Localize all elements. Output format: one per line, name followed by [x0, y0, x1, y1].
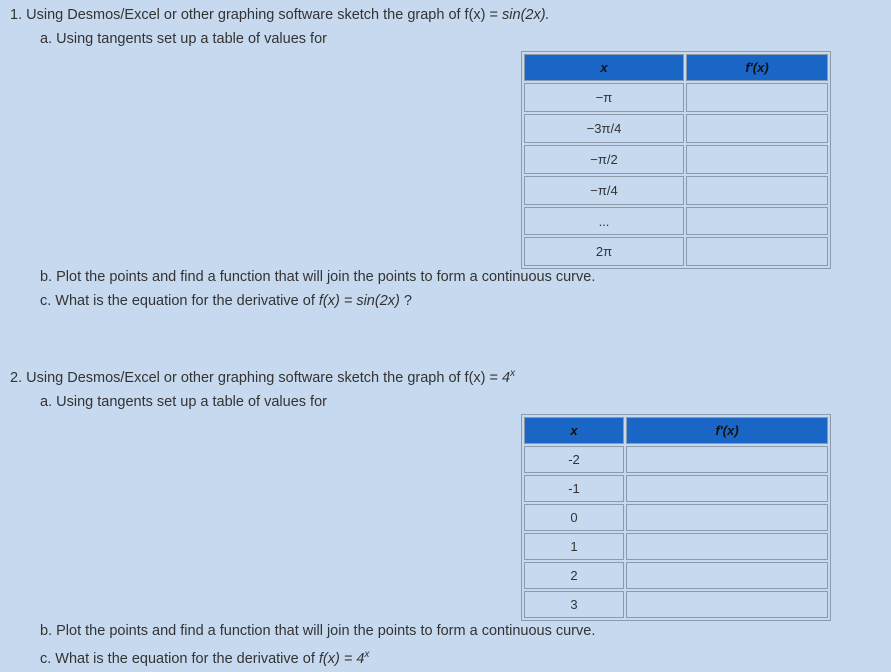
- table-row: [524, 562, 828, 589]
- table-row: [524, 83, 828, 112]
- derivative-value-cell[interactable]: [626, 475, 828, 502]
- table-row: [524, 504, 828, 531]
- q1-part-c: [40, 292, 412, 310]
- x-value-cell: 3: [524, 591, 624, 618]
- derivative-value-cell[interactable]: [626, 562, 828, 589]
- table-row: [524, 446, 828, 473]
- derivative-value-cell[interactable]: [686, 207, 828, 235]
- table-row: [524, 591, 828, 618]
- table-row: [524, 176, 828, 205]
- q1-function: sin(2x).: [502, 7, 550, 23]
- q1-part-b: b. Plot the points and find a function that will join the points to form a continuous curve.: [40, 269, 596, 285]
- table-row: [524, 207, 828, 235]
- q2-part-c-function: f(x) = 4: [318, 651, 365, 667]
- x-column-header: x: [524, 54, 684, 81]
- x-value-cell: −3π/4: [524, 114, 684, 143]
- derivative-column-header: f'(x): [626, 417, 828, 444]
- q2-part-c: [40, 650, 369, 668]
- q2-part-c-exponent: x: [364, 649, 370, 661]
- q1-values-table: [521, 51, 831, 269]
- q2-intro: [10, 369, 515, 387]
- table-row: [524, 145, 828, 174]
- q2-part-a: a. Using tangents set up a table of values for: [40, 394, 327, 410]
- derivative-column-header: f'(x): [686, 54, 828, 81]
- derivative-value-cell[interactable]: [626, 591, 828, 618]
- x-value-cell: 0: [524, 504, 624, 531]
- table-row: [524, 533, 828, 560]
- q1-intro-text: 1. Using Desmos/Excel or other graphing software sketch the graph of f(x) =: [10, 7, 503, 23]
- q2-function-exponent: x: [510, 368, 516, 380]
- q2-function-base: 4: [502, 370, 511, 386]
- q1-intro: [10, 6, 550, 24]
- table-header-row: [524, 54, 828, 81]
- q1-part-c-end: ?: [399, 293, 412, 309]
- x-value-cell: 2: [524, 562, 624, 589]
- x-value-cell: ...: [524, 207, 684, 235]
- derivative-value-cell[interactable]: [686, 176, 828, 205]
- table-header-row: [524, 417, 828, 444]
- x-value-cell: 2π: [524, 237, 684, 266]
- x-value-cell: -1: [524, 475, 624, 502]
- derivative-value-cell[interactable]: [686, 114, 828, 143]
- x-value-cell: -2: [524, 446, 624, 473]
- table-row: [524, 475, 828, 502]
- table-row: [524, 114, 828, 143]
- q1-part-a: a. Using tangents set up a table of values for: [40, 31, 327, 47]
- derivative-value-cell[interactable]: [626, 504, 828, 531]
- x-value-cell: −π: [524, 83, 684, 112]
- derivative-value-cell[interactable]: [626, 533, 828, 560]
- x-column-header: x: [524, 417, 624, 444]
- q1-part-c-function: f(x) = sin(2x): [318, 293, 400, 309]
- q1-part-c-text: c. What is the equation for the derivative of: [40, 293, 319, 309]
- q2-values-table: [521, 414, 831, 621]
- derivative-value-cell[interactable]: [686, 83, 828, 112]
- q2-intro-text: 2. Using Desmos/Excel or other graphing software sketch the graph of f(x) =: [10, 370, 503, 386]
- derivative-value-cell[interactable]: [686, 237, 828, 266]
- derivative-value-cell[interactable]: [686, 145, 828, 174]
- x-value-cell: −π/2: [524, 145, 684, 174]
- q2-part-b: b. Plot the points and find a function that will join the points to form a continuous curve.: [40, 623, 596, 639]
- x-value-cell: 1: [524, 533, 624, 560]
- q2-part-c-text: c. What is the equation for the derivative of: [40, 651, 319, 667]
- derivative-value-cell[interactable]: [626, 446, 828, 473]
- x-value-cell: −π/4: [524, 176, 684, 205]
- table-row: [524, 237, 828, 266]
